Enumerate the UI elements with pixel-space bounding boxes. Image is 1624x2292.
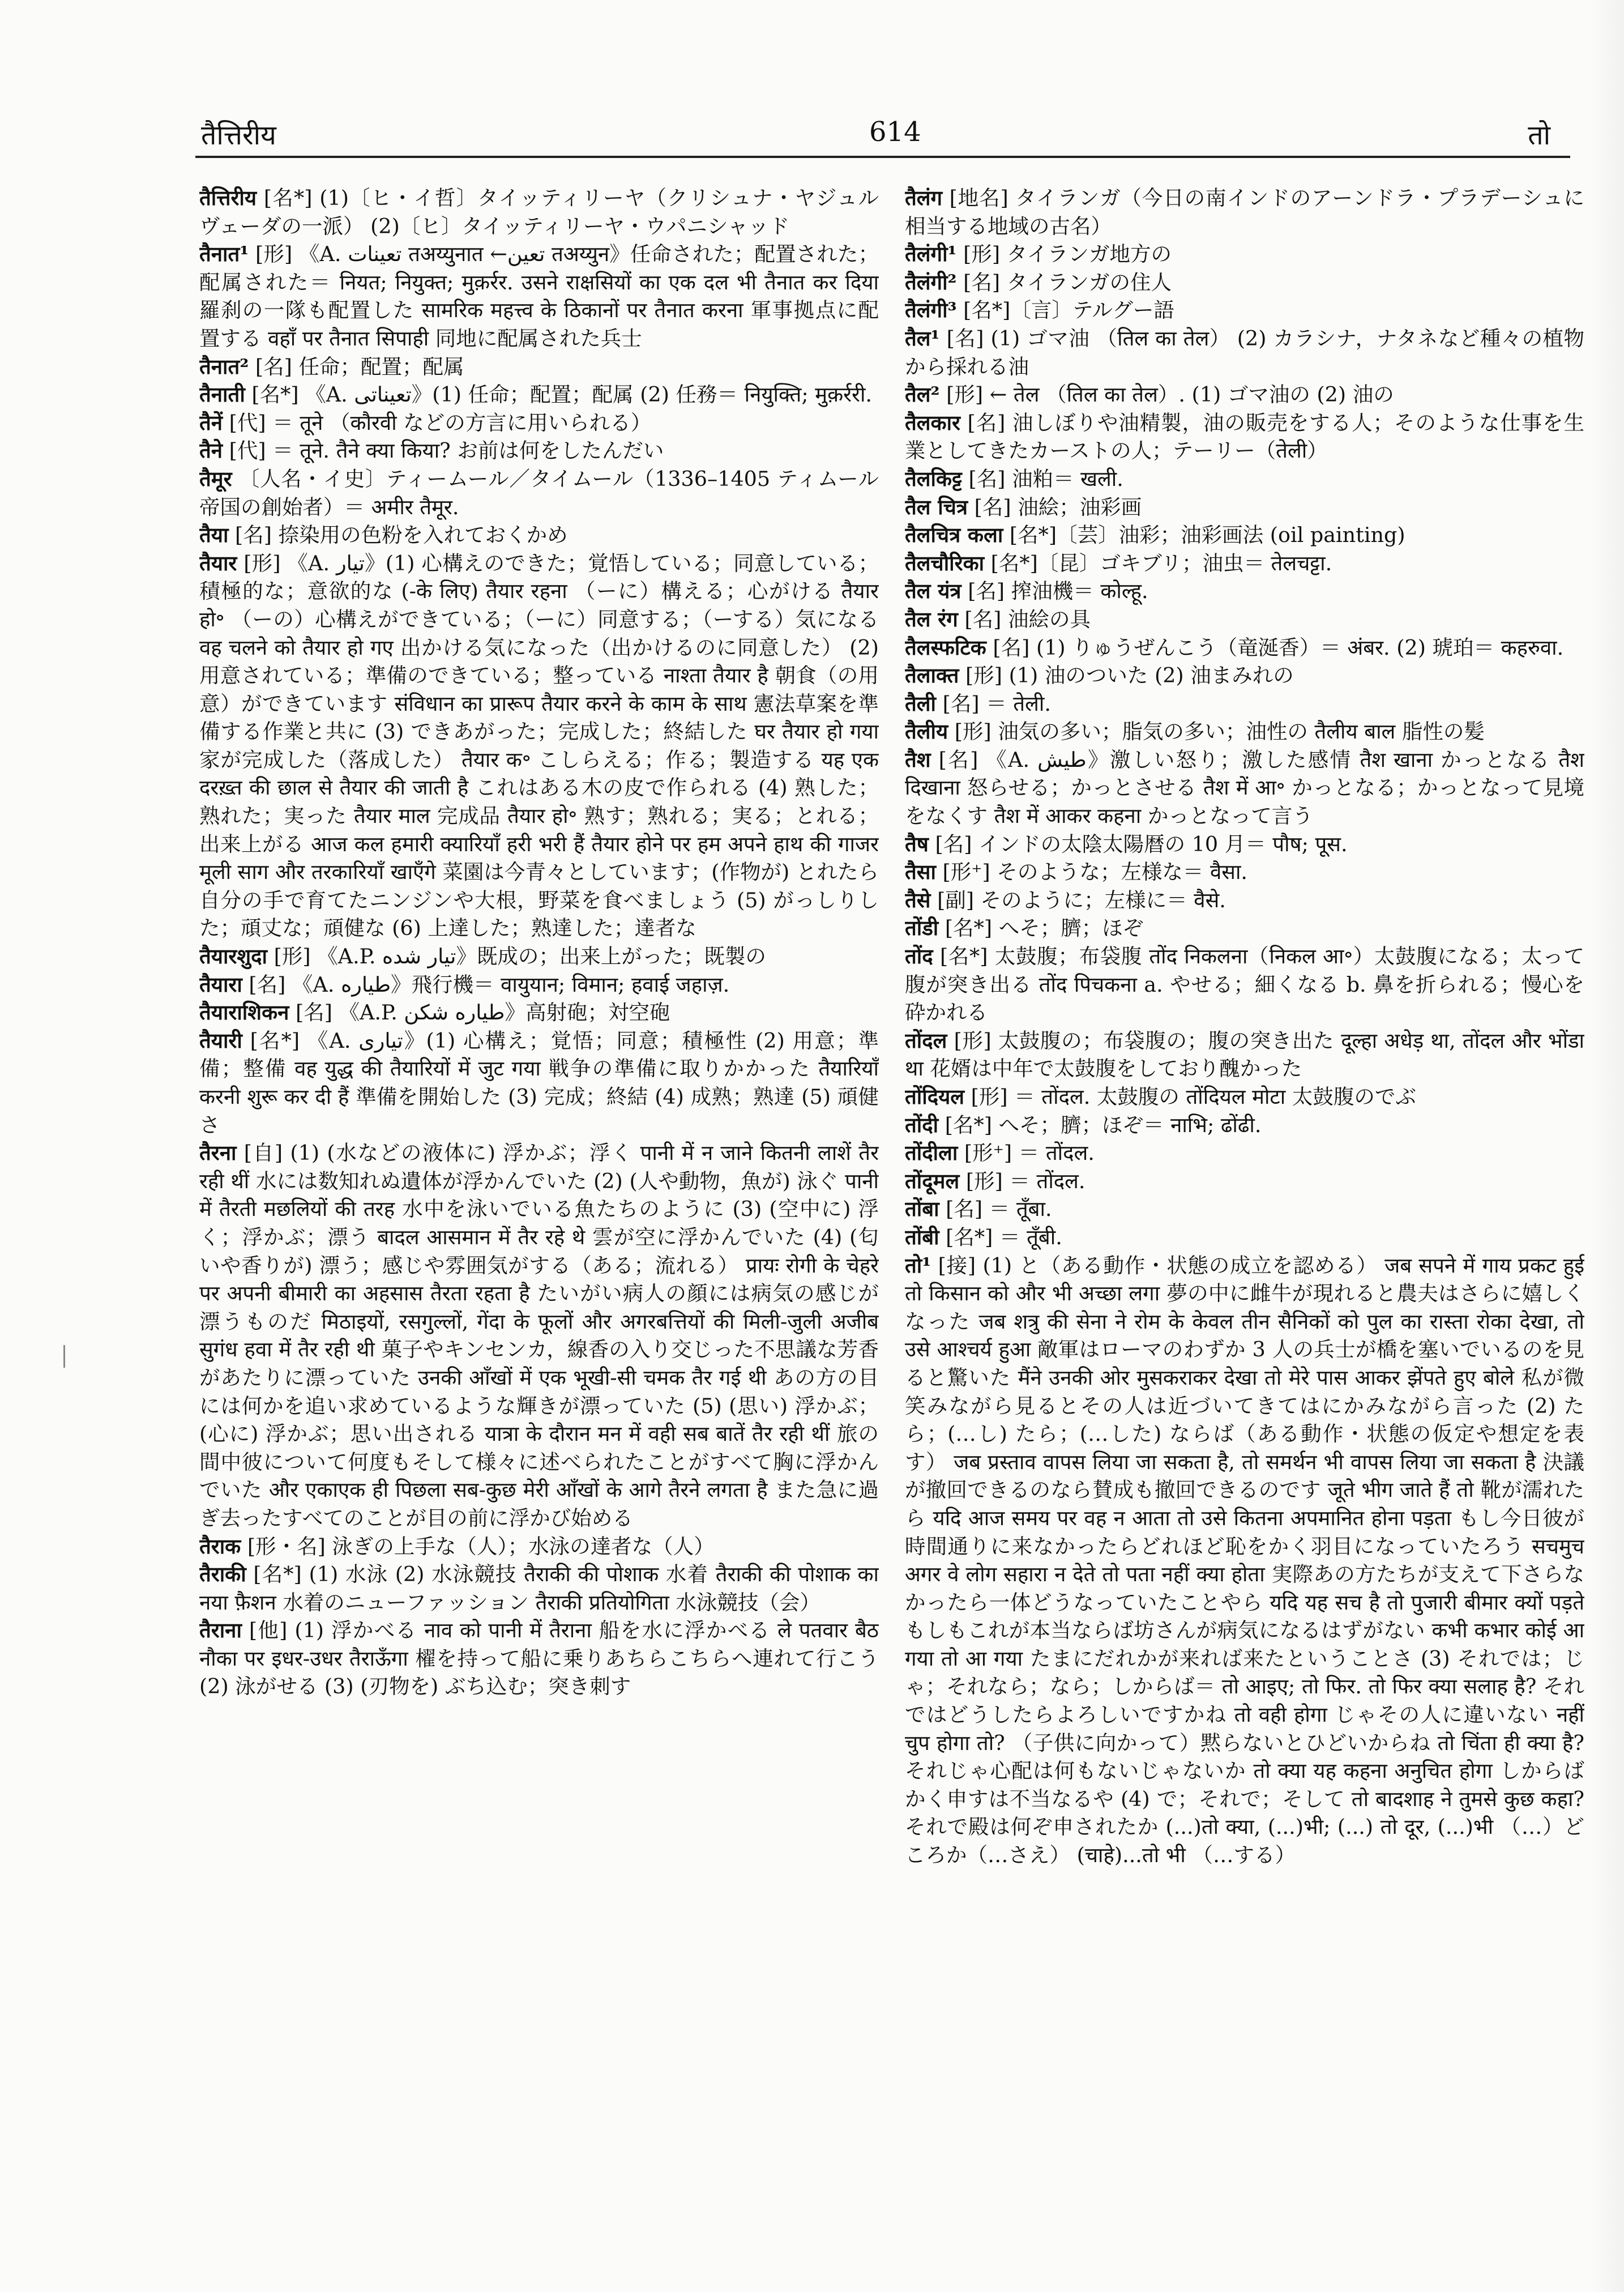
dictionary-entry: [199, 465, 879, 521]
dictionary-entry: [905, 830, 1584, 859]
page-edge-shadow: [1590, 0, 1624, 2292]
entry-headword: तैने: [199, 438, 223, 463]
entry-definition: [形] 油気の多い；脂気の多い；油性の तैलीय बाल 脂性の髪: [954, 719, 1485, 744]
entry-definition: [名*]〔芸〕油彩；油彩画法 (oil painting): [1009, 523, 1405, 548]
entry-definition: [代] ＝ तूने （कौरवी などの方言に用いられる）: [229, 410, 652, 435]
dictionary-entry: [199, 1027, 879, 1139]
margin-mark: [63, 1345, 65, 1368]
entry-definition: [名*] (1) 水泳 (2) 水泳競技 तैराकी की पोशाक 水着 तैराकी की पोशाक का नया फ़ैशन 水着のニューファッション तैराकी प्रतियोगिता 水泳競技（会）: [199, 1562, 879, 1615]
entry-definition: [名*] (1)〔ヒ・イ哲〕タイッティリーヤ（クリシュナ・ヤジュルヴェーダの一派） (2)〔ヒ〕タイッティリーヤ・ウパニシャッド: [199, 186, 879, 238]
dictionary-entry: [905, 690, 1584, 718]
dictionary-entry: [199, 409, 879, 437]
dictionary-entry: [905, 914, 1584, 942]
entry-definition: [形] ← तेल （तिल का तेल）. (1) ゴマ油の (2) 油の: [946, 382, 1394, 407]
dictionary-entry: [905, 465, 1584, 493]
entry-headword: तैराक: [199, 1534, 241, 1559]
entry-definition: [自] (1) (水などの液体に) 浮かぶ；浮く पानी में न जाने कितनी लाशें तैर रही थीं 水には数知れぬ遺体が浮かんでいた (2) (人や動物，魚が) 泳ぐ पानी में तैरती मछलियों की तरह 水中を泳いでいる魚たちのように (3) (空中に) 浮く；浮かぶ；漂う बादल आसमान में तैर रहे थे 雲が空に浮かんでいた (4) (匂いや香りが) 漂う；感じや雰囲気がする（ある；流れる） प्रायः रोगी के चेहरे पर अपनी बीमारी का अहसास तैरता रहता है たいがい病人の顔には病気の感じが漂うものだ मिठाइयों, रसगुल्लों, गेंदा के फूलों और अगरबत्तियों की मिली-जुली अजीब सुगंध हवा में तैर रही थी 菓子やキンセンカ，線香の入り交じった不思議な芳香があたりに漂っていた उनकी आँखों में एक भूखी-सी चमक तैर गई थी あの方の目には何かを追い求めているような輝きが漂っていた (5) (思い) 浮かぶ；(心に) 浮かぶ；思い出される यात्रा के दौरान मन में वही सब बातें तैर रही थीं 旅の間中彼について何度もそして様々に述べられたことがすべて胸に浮かんでいた और एकाएक ही पिछला सब-कुछ मेरी आँखों के आगे तैरने लगता है また急に過ぎ去ったすべてのことが目の前に浮かび始める: [199, 1141, 879, 1530]
entry-definition: [形] 《A.P. تیار شده》既成の；出来上がった；既製の: [273, 944, 766, 969]
entry-headword: तैसा: [905, 860, 936, 885]
entry-definition: [名] 捺染用の色粉を入れておくかめ: [235, 523, 568, 548]
entry-headword: तोंबा: [905, 1197, 939, 1222]
entry-definition: [名] (1) ゴマ油 （तिल का तेल） (2) カラシナ，ナタネなど種々の植物から採れる油: [905, 326, 1584, 379]
entry-definition: [名] ＝ तेली.: [942, 691, 1051, 716]
dictionary-entry: [199, 998, 879, 1027]
dictionary-entry: [905, 1195, 1584, 1223]
dictionary-entry: [199, 971, 879, 999]
dictionary-entry: [905, 493, 1584, 522]
entry-headword: तैलंगी³: [905, 298, 957, 323]
entry-definition: [形・名] 泳ぎの上手な（人）；水泳の達者な（人）: [247, 1534, 715, 1559]
entry-headword: तैलंगी²: [905, 270, 957, 294]
dictionary-entry: [905, 184, 1584, 240]
entry-definition: [名] 油しぼりや油精製，油の販売をする人；そのような仕事を生業としてきたカーストの人；テーリー（तेली）: [905, 410, 1584, 463]
entry-definition: [名] ＝ तूँबा.: [946, 1197, 1052, 1222]
entry-definition: [形] ＝ तोंदल.: [965, 1168, 1085, 1193]
dictionary-entry: [905, 409, 1584, 465]
entry-headword: तैल चित्र: [905, 494, 968, 519]
entry-headword: तैमूर: [199, 466, 232, 491]
dictionary-entry: [199, 381, 879, 409]
entry-headword: तैल यंत्र: [905, 579, 961, 604]
entry-definition: [名*] 《A. تیاری》(1) 心構え；覚悟；同意；積極性 (2) 用意；準備；整備 वह युद्ध की तैयारियों में जुट गया 戦争の準備に取りかかった तैयारियाँ करनी शुरू कर दी हैं 準備を開始した (3) 完成；終結 (4) 成熟；熟達 (5) 頑健さ: [199, 1028, 879, 1137]
entry-headword: तैलस्फटिक: [905, 635, 986, 660]
entry-definition: [名] 油粕＝ खली.: [968, 466, 1123, 491]
entry-definition: [名] 《A. طياره》飛行機＝ वायुयान; विमान; हवाई जहाज़.: [249, 972, 730, 997]
dictionary-entry: [905, 325, 1584, 381]
entry-definition: [名*] 《A. تعيناتی》(1) 任命；配置；配属 (2) 任務＝ नियुक्ति; मुक़र्ररी.: [251, 382, 873, 407]
entry-definition: [名] 搾油機＝ कोल्हू.: [968, 579, 1148, 604]
entry-definition: [代] ＝ तूने. तैने क्या किया? お前は何をしたんだい: [229, 438, 664, 463]
dictionary-entry: [905, 549, 1584, 578]
dictionary-entry: [905, 661, 1584, 690]
entry-headword: तैल²: [905, 382, 940, 407]
dictionary-entry: [905, 1252, 1584, 1870]
header-rule: [195, 156, 1570, 158]
entry-definition: [名*]〔言〕テルグー語: [963, 298, 1174, 323]
dictionary-entry: [905, 1111, 1584, 1139]
entry-definition: [名*]〔昆〕ゴキブリ；油虫＝ तेलचट्टा.: [990, 550, 1332, 575]
dictionary-entry: [905, 886, 1584, 915]
entry-headword: तैयारा: [199, 972, 242, 997]
entry-headword: तैश: [905, 747, 931, 772]
entry-definition: [名] インドの太陰太陽暦の 10 月＝ पौष; पूस.: [935, 831, 1348, 856]
entry-definition: [名] 任命；配置；配属: [255, 354, 464, 379]
entry-headword: तो¹: [905, 1253, 931, 1278]
entry-headword: तैल रंग: [905, 607, 958, 631]
entry-definition: [名] 油絵；油彩画: [974, 494, 1142, 519]
entry-headword: तैरना: [199, 1141, 237, 1166]
entry-definition: [他] (1) 浮かべる नाव को पानी में तैराना 船を水に浮かべる ले पतवार बैठ नौका पर इधर-उधर तैराऊँगा 櫂を持って船に乗りあちらこちらへ連れて行こう (2) 泳がせる (3) (刃物を) ぶち込む；突き刺す: [199, 1618, 879, 1699]
entry-headword: तोंबी: [905, 1224, 939, 1249]
dictionary-entry: [905, 1167, 1584, 1196]
entry-definition: [形⁺] そのような；左様な＝ वैसा.: [942, 860, 1248, 885]
entry-definition: [形⁺] ＝ तोंदल.: [964, 1141, 1095, 1166]
dictionary-entry: [905, 240, 1584, 268]
entry-definition: [名] 《A. طيش》激しい怒り；激した感情 तैश खाना かっとなる तैश दिखाना 怒らせる；かっとさせる तैश में आ॰ かっとなる；かっとなって見境をなくす तैश में आकर कहना かっとなって言う: [905, 747, 1584, 829]
page-number: 614: [869, 116, 921, 148]
entry-headword: तैत्तिरीय: [199, 186, 257, 210]
entry-headword: तैलचौरिका: [905, 550, 985, 575]
entry-definition: 〔人名・イ史〕ティームール／タイムール（1336–1405 ティムール帝国の創始者）＝ अमीर तैमूर.: [199, 466, 879, 519]
entry-headword: तोंदीला: [905, 1141, 958, 1166]
running-head-right: तो: [1528, 119, 1550, 151]
entry-headword: तोंदी: [905, 1112, 939, 1137]
dictionary-entry: [905, 634, 1584, 662]
entry-definition: [名] (1) りゅうぜんこう（竜涎香）＝ अंबर. (2) 琥珀＝ कहरुवा.: [993, 635, 1564, 660]
entry-definition: [名] 油絵の具: [964, 607, 1091, 631]
dictionary-entry: [905, 1139, 1584, 1167]
entry-headword: तैलचित्र कला: [905, 523, 1003, 548]
dictionary-entry: [199, 1616, 879, 1701]
dictionary-entry: [199, 437, 879, 465]
dictionary-entry: [199, 549, 879, 942]
dictionary-entry: [905, 381, 1584, 409]
entry-definition: [副] そのように；左様に＝ वैसे.: [937, 887, 1226, 912]
right-column: [905, 184, 1584, 2280]
dictionary-entry: [199, 942, 879, 971]
entry-definition: [形] 太鼓腹の；布袋腹の；腹の突き出た दूल्हा अधेड़ था, तोंदल और भोंडा था 花婿は中年で太鼓腹をしており醜かった: [905, 1028, 1584, 1081]
entry-definition: [形] 《A. تيار》(1) 心構えのできた；覚悟している；同意している；積極的な；意欲的な (-के लिए) तैयार रहना （ーに）構える；心がける तैयार हो॰ （ーの）心構えができている；（ーに）同意する；（ーする）気になる वह चलने को तैयार हो गए 出かける気になった（出かけるのに同意した） (2) 用意されている；準備のできている；整っている नाश्ता तैयार है 朝食（の用意）ができています संविधान का प्रारूप तैयार करने के काम के साथ 憲法草案を準備する作業と共に (3) できあがった；完成した；終結した घर तैयार हो गया 家が完成した（落成した） तैयार क॰ こしらえる；作る；製造する यह एक दरख़्त की छाल से तैयार की जाती है これはある木の皮で作られる (4) 熟した；熟れた；実った तैयार माल 完成品 तैयार हो॰ 熟す；熟れる；実る；とれる；出来上がる आज कल हमारी क्यारियाँ हरी भरी हैं तैयार होने पर हम अपने हाथ की गाजर मूली साग और तरकारियाँ खाएँगे 菜園は今青々としています；(作物が) とれたら自分の手で育てたニンジンや大根，野菜を食べましょう (5) がっしりした；頑丈な；頑健な (6) 上達した；熟達した；達者な: [199, 550, 879, 941]
entry-headword: तैया: [199, 523, 229, 548]
dictionary-entry: [905, 605, 1584, 634]
entry-headword: तैनात¹: [199, 242, 249, 267]
entry-definition: [名] タイランガの住人: [963, 270, 1172, 294]
dictionary-entry: [199, 1139, 879, 1532]
dictionary-entry: [905, 296, 1584, 325]
entry-definition: [形] 《A. تعينات तअय्युनात ←تعين तअय्युन》任命された；配置された；配属された＝ नियत; नियुक्त; मुक़र्रर. उसने राक्षसियों का एक दल भी तैनात कर दिया 羅刹の一隊も配置した सामरिक महत्त्व के ठिकानों पर तैनात करना 軍事拠点に配置する वहाँ पर तैनात सिपाही 同地に配属された兵士: [199, 242, 879, 351]
dictionary-entry: [199, 240, 879, 352]
entry-headword: तैली: [905, 691, 937, 716]
entry-headword: तैलकिट्ट: [905, 466, 962, 491]
entry-headword: तैनात²: [199, 354, 249, 379]
entry-definition: [形] タイランガ地方の: [963, 242, 1172, 267]
entry-headword: तैयार: [199, 550, 237, 575]
entry-headword: तैलीय: [905, 719, 948, 744]
entry-headword: तोंदूमल: [905, 1168, 960, 1193]
dictionary-entry: [905, 746, 1584, 830]
dictionary-entry: [199, 353, 879, 381]
dictionary-entry: [905, 268, 1584, 297]
entry-headword: तैराना: [199, 1618, 242, 1643]
entry-definition: [形] ＝ तोंदल. 太鼓腹の तोंदियल मोटा 太鼓腹のでぶ: [971, 1085, 1416, 1109]
entry-headword: तोंडी: [905, 916, 939, 941]
entry-headword: तैसे: [905, 887, 931, 912]
dictionary-entry: [199, 1533, 879, 1561]
dictionary-entry: [905, 942, 1584, 1027]
running-head-left: तैत्तिरीय: [201, 119, 276, 151]
entry-definition: [名*] へそ；臍；ほぞ: [945, 916, 1144, 941]
entry-definition: [名*] へそ；臍；ほぞ＝ नाभि; ढोंढी.: [945, 1112, 1262, 1137]
entry-headword: तैयाराशिकन: [199, 1000, 289, 1025]
dictionary-entry: [905, 521, 1584, 549]
entry-definition: [地名] タイランガ（今日の南インドのアーンドラ・プラデーシュに相当する地域の古名）: [905, 186, 1584, 238]
dictionary-entry: [199, 1560, 879, 1616]
entry-headword: तैलकार: [905, 410, 960, 435]
entry-headword: तोंदल: [905, 1028, 947, 1053]
entry-headword: तोंद: [905, 944, 933, 969]
dictionary-entry: [199, 521, 879, 549]
dictionary-entry: [905, 577, 1584, 605]
entry-definition: [形] (1) 油のついた (2) 油まみれの: [965, 663, 1294, 688]
entry-headword: तैलंगी¹: [905, 242, 957, 267]
entry-definition: [名*] ＝ तूँबी.: [946, 1224, 1062, 1249]
dictionary-entry: [905, 858, 1584, 886]
entry-headword: तैलंग: [905, 186, 943, 210]
dictionary-entry: [905, 1083, 1584, 1111]
entry-definition: [名] 《A.P. طياره شكن》高射砲；対空砲: [295, 1000, 670, 1025]
entry-headword: तैल¹: [905, 326, 940, 351]
entry-headword: तोंदियल: [905, 1085, 965, 1109]
entry-definition: [名*] 太鼓腹；布袋腹 तोंद निकलना（निकल आ॰）太鼓腹になる；太って腹が突き出る तोंद पिचकना a. やせる；細くなる b. 鼻を折られる；慢心を砕かれる: [905, 944, 1584, 1025]
entry-headword: तैयारशुदा: [199, 944, 268, 969]
entry-definition: [接] (1) と（ある動作・状態の成立を認める） जब सपने में गाय प्रकट हुई तो किसान को और भी अच्छा लगा 夢の中に雌牛が現れると農夫はさらに嬉しくなった जब शत्रु की सेना ने रोम के केवल तीन सैनिकों को पुल का रास्ता रोका देखा, तो उसे आश्चर्य हुआ 敵軍はローマのわずか 3 人の兵士が橋を塞いでいるのを見ると驚いた मैंने उनकी ओर मुसकराकर देखा तो मेरे पास आकर झेंपते हुए बोले 私が微笑みながら見るとその人は近づいてきてはにかみながら言った (2) たら；(…し) たら；(…した) ならば（ある動作・状態の仮定や想定を表す） जब प्रस्ताव वापस लिया जा सकता है, तो समर्थन भी वापस लिया जा सकता है 決議が撤回できるのなら賛成も撤回できるのです जूते भीग जाते हैं तो 靴が濡れたら यदि आज समय पर वह न आता तो उसे कितना अपमानित होना पड़ता もし今日彼が時間通りに来なかったらどれほど恥をかく羽目になっていたろう सचमुच अगर वे लोग सहारा न देते तो पता नहीं क्या होता 実際あの方たちが支えて下さらなかったら一体どうなっていたことやら यदि यह सच है तो पुजारी बीमार क्यों पड़ते もしもこれが本当ならば坊さんが病気になるはずがない कभी कभार कोई आ गया तो आ गया たまにだれかが来れば来たということさ (3) それでは；じゃ；それなら；なら；しからば＝ तो आइए; तो फिर. तो फिर क्या सलाह है? それではどうしたらよろしいですかね तो वही होगा じゃその人に違いない नहीं चुप होगा तो? （子供に向かって）黙らないとひどいからね तो चिंता ही क्या है? それじゃ心配は何もないじゃないか तो क्या यह कहना अनुचित होगा しからばかく申すは不当なるや (4) で；それで；そして तो बादशाह ने तुमसे कुछ कहा? それで殿は何ぞ申されたか (...)तो क्या, (...)भी; (...) तो दूर, (...)भी （…）どころか（…さえ） (चाहे)...तो भी （…する）: [905, 1253, 1584, 1868]
dictionary-entry: [199, 184, 879, 240]
left-column: [199, 184, 879, 2280]
entry-headword: तैनें: [199, 410, 223, 435]
entry-headword: तैयारी: [199, 1028, 242, 1053]
dictionary-entry: [905, 1223, 1584, 1252]
dictionary-entry: [905, 1027, 1584, 1083]
entry-headword: तैलाक्त: [905, 663, 959, 688]
entry-headword: तैष: [905, 831, 929, 856]
entry-headword: तैनाती: [199, 382, 245, 407]
dictionary-entry: [905, 718, 1584, 746]
entry-headword: तैराकी: [199, 1562, 246, 1587]
